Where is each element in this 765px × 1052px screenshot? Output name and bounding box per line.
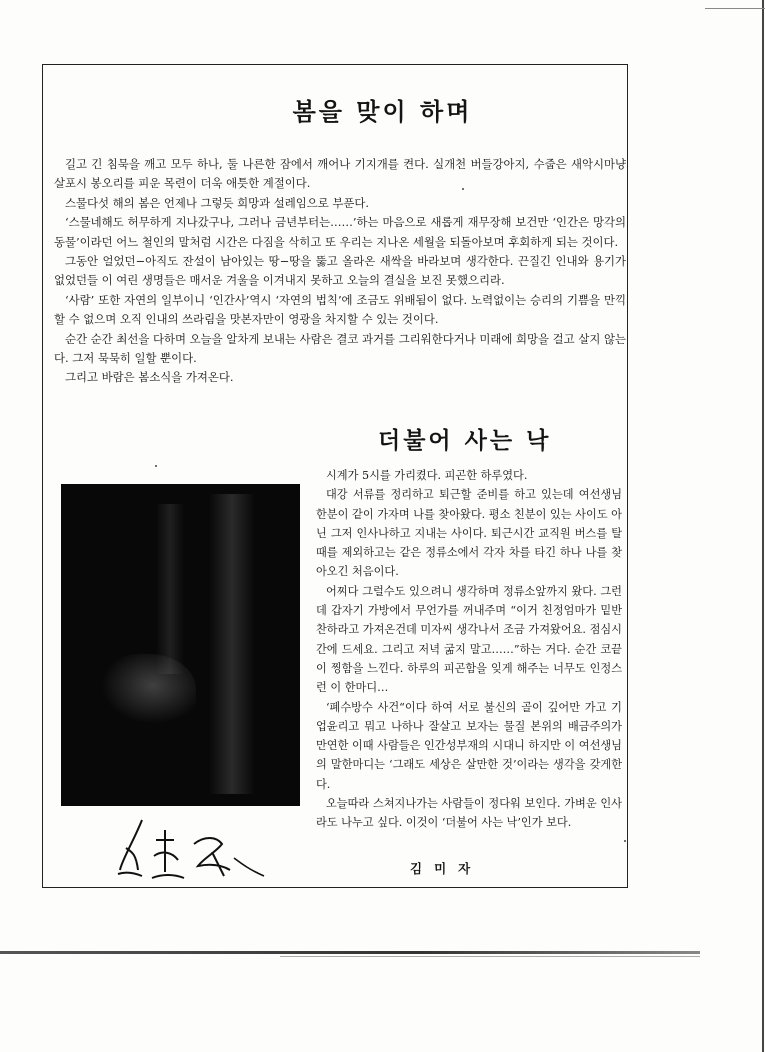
article1-paragraph: 그동안 얼었던−아직도 잔설이 남아있는 땅−땅을 뚫고 올라온 새싹을 바라보며 생각한다. 끈질긴 인내와 용기가 없었던들 이 여린 생명들은 매서운 겨울을 이겨내지 못하고 오늘의 결실을 보진 못했으리라. xyxy=(54,254,626,288)
scan-speck xyxy=(462,188,464,190)
article1-paragraph: ‘스물네해도 허무하게 지나갔구나, 그러나 금년부터는……’하는 마음으로 새롭게 재무장해 보건만 ‘인간은 망각의 동물’이라던 어느 철인의 말처럼 시간은 다짐을 삭히고 또 우리는 지나온 세월을 되돌아보며 후회하게 되는 것이다. xyxy=(54,215,626,249)
article1-paragraph: 스물다섯 해의 봄은 언제나 그렇듯 희망과 설레임으로 부푼다. xyxy=(65,195,370,210)
scan-speck xyxy=(624,840,626,842)
photo-light-streak xyxy=(156,504,184,674)
article2-title: 더불어 사는 낙 xyxy=(378,427,552,454)
article1-body xyxy=(54,155,626,388)
article1-paragraph: 순간 순간 최선을 다하며 오늘을 알차게 보내는 사람은 결코 과거를 그리워한다거나 미래에 희망을 걸고 살지 않는다. 그저 묵묵히 일할 뿐이다. xyxy=(54,331,626,366)
article2-paragraph: 시계가 5시를 가리켰다. 피곤한 하루였다. xyxy=(326,469,528,482)
article2-paragraph: ‘폐수방수 사건“이다 하여 서로 불신의 골이 깊어만 가고 기업윤리고 뭐고 나하나 잘살고 보자는 물질 본위의 배금주의가 만연한 이때 사람들은 인간성부재의 시대니 하지만 이 여선생님의 말한마디는 ‘그래도 세상은 살만한 것’이라는 생각을 갖게한다. xyxy=(316,700,622,791)
article2-paragraph: 오늘따라 스쳐지나가는 사람들이 정다워 보인다. 가벼운 인사라도 나누고 싶다. 이것이 ‘더불어 사는 낙’인가 보다. xyxy=(316,797,622,830)
article1-paragraph: 그리고 바람은 봄소식을 가져온다. xyxy=(65,370,234,385)
bottom-rule-thin xyxy=(280,956,700,957)
article2-paragraph: 어찌다 그럴수도 있으려니 생각하며 정류소앞까지 왔다. 그런데 갑자기 가방에서 무언가를 꺼내주며 “이거 친정엄마가 밑반찬하라고 가져온건데 미자씨 생각나서 조금 가져왔어요. 점심시간에 드세요. 그리고 저녁 굶지 말고……”하는 거다. 순간 코끝이 찡함을 느낀다. 하루의 피곤함을 잊게 해주는 너무도 인정스런 이 한마디… xyxy=(316,584,622,695)
article2-paragraph: 대강 서류를 정리하고 퇴근할 준비를 하고 있는데 여선생님 한분이 같이 가자며 나를 찾아왔다. 평소 친분이 있는 사이도 아닌 그저 인사나하고 지내는 사이다. 퇴근시간 교직원 버스를 탈때를 제외하고는 같은 정류소에서 각자 차를 타긴 하나 나를 찾아오긴 처음이다. xyxy=(316,488,622,579)
handwritten-signature xyxy=(112,800,272,888)
photo-light-streak xyxy=(209,494,255,794)
article1-title: 봄을 맞이 하며 xyxy=(292,97,473,126)
article1-paragraph: 길고 긴 침묵을 깨고 모두 하나, 둘 나른한 잠에서 깨어나 기지개를 켠다. 실개천 버들강아지, 수줍은 새악시마냥 살포시 봉오리를 피운 목련이 더욱 애틋한 계절이다. xyxy=(54,157,626,191)
dark-photo xyxy=(61,484,300,806)
scan-top-line xyxy=(705,8,765,9)
bottom-rule xyxy=(0,951,700,954)
article2-body xyxy=(316,466,622,833)
author-name: 김미자 xyxy=(410,861,483,876)
scan-speck xyxy=(155,465,157,467)
article1-paragraph: ‘사람’ 또한 자연의 일부이니 ‘인간사’역시 ‘자연의 법칙’에 조금도 위배됨이 없다. 노력없이는 승리의 기쁨을 만끽할 수 없으며 오직 인내의 쓰라림을 맛본자만이 영광을 차지할 수 있는 것이다. xyxy=(54,292,626,327)
photo-figure xyxy=(101,654,196,724)
scan-edge-line xyxy=(762,0,764,1052)
